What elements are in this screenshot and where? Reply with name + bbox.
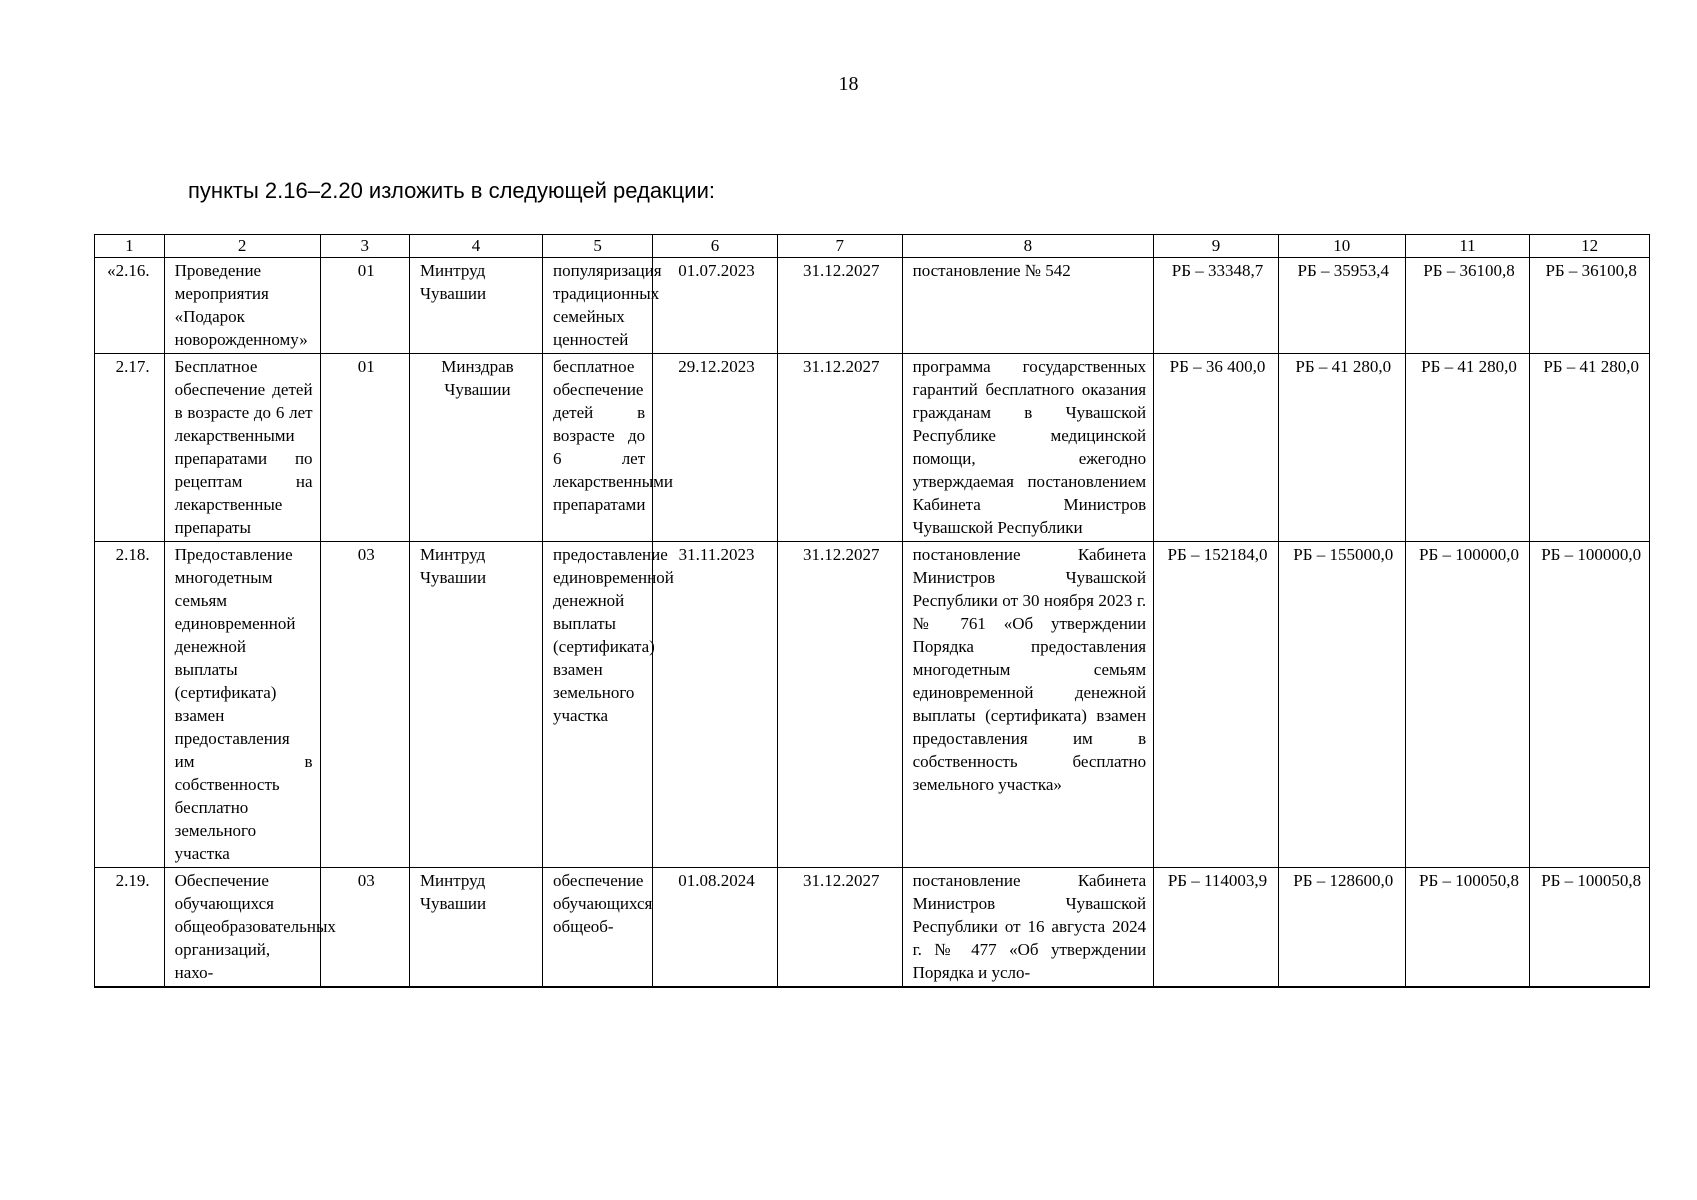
header-cell: 5 xyxy=(542,235,652,258)
funding-col-12: РБ – 100000,0 xyxy=(1530,542,1650,868)
header-cell: 8 xyxy=(902,235,1154,258)
funding-col-9: РБ – 33348,7 xyxy=(1154,258,1279,354)
legal-basis: постановление № 542 xyxy=(902,258,1154,354)
header-cell: 9 xyxy=(1154,235,1279,258)
row-number: 2.19. xyxy=(95,868,165,988)
row-number: 2.18. xyxy=(95,542,165,868)
measure-name: Бесплатное обеспечение детей в возрасте до 6 лет лекарственными препаратами по рецептам на лекарственные препараты xyxy=(164,354,320,542)
measure-name: Проведение мероприятия «Подарок новорожденному» xyxy=(164,258,320,354)
table-row xyxy=(95,542,1650,868)
legal-basis: постановление Кабинета Министров Чувашской Республики от 16 августа 2024 г. № 477 «Об утверждении Порядка и усло- xyxy=(902,868,1154,988)
header-cell: 12 xyxy=(1530,235,1650,258)
start-date: 01.08.2024 xyxy=(653,868,778,988)
task-code: 01 xyxy=(320,258,409,354)
task-code: 01 xyxy=(320,354,409,542)
start-date: 31.11.2023 xyxy=(653,542,778,868)
funding-col-11: РБ – 41 280,0 xyxy=(1405,354,1530,542)
header-cell: 1 xyxy=(95,235,165,258)
header-cell: 2 xyxy=(164,235,320,258)
table-row xyxy=(95,258,1650,354)
end-date: 31.12.2027 xyxy=(777,542,902,868)
measures-table xyxy=(94,234,1650,988)
funding-col-9: РБ – 152184,0 xyxy=(1154,542,1279,868)
end-date: 31.12.2027 xyxy=(777,868,902,988)
task-code: 03 xyxy=(320,868,409,988)
header-cell: 10 xyxy=(1278,235,1405,258)
expected-result: обеспечение обучающихся общеоб- xyxy=(542,868,652,988)
table-row xyxy=(95,868,1650,988)
funding-col-11: РБ – 100050,8 xyxy=(1405,868,1530,988)
header-cell: 7 xyxy=(777,235,902,258)
end-date: 31.12.2027 xyxy=(777,258,902,354)
measure-name: Обеспечение обучающихся общеобразовательных организаций, нахо- xyxy=(164,868,320,988)
measure-name: Предоставление многодетным семьям единовременной денежной выплаты (сертификата) взамен предоставления им в собственность бесплатно земельного участка xyxy=(164,542,320,868)
header-cell: 4 xyxy=(409,235,542,258)
funding-col-12: РБ – 100050,8 xyxy=(1530,868,1650,988)
funding-col-12: РБ – 41 280,0 xyxy=(1530,354,1650,542)
header-cell: 3 xyxy=(320,235,409,258)
header-cell: 11 xyxy=(1405,235,1530,258)
funding-col-10: РБ – 35953,4 xyxy=(1278,258,1405,354)
table-row xyxy=(95,354,1650,542)
legal-basis: постановление Кабинета Министров Чувашской Республики от 30 ноября 2023 г. № 761 «Об утверждении Порядка предоставления многодетным семьям единовременной денежной выплаты (сертификата) взамен предоставления им в собственность бесплатно земельного участка» xyxy=(902,542,1154,868)
task-code: 03 xyxy=(320,542,409,868)
page-number: 18 xyxy=(838,73,859,95)
expected-result: популяризация традиционных семейных ценностей xyxy=(542,258,652,354)
header-cell: 6 xyxy=(653,235,778,258)
funding-col-11: РБ – 100000,0 xyxy=(1405,542,1530,868)
header-row xyxy=(95,235,1650,258)
row-number: «2.16. xyxy=(95,258,165,354)
funding-col-11: РБ – 36100,8 xyxy=(1405,258,1530,354)
executor: Минтруд Чувашии xyxy=(409,258,542,354)
executor: Минздрав Чувашии xyxy=(409,354,542,542)
funding-col-10: РБ – 41 280,0 xyxy=(1278,354,1405,542)
intro-text: пункты 2.16–2.20 изложить в следующей редакции: xyxy=(188,178,715,203)
funding-col-10: РБ – 128600,0 xyxy=(1278,868,1405,988)
legal-basis: программа государственных гарантий бесплатного оказания гражданам в Чувашской Республике медицинской помощи, ежегодно утверждаемая постановлением Кабинета Министров Чувашской Республики xyxy=(902,354,1154,542)
end-date: 31.12.2027 xyxy=(777,354,902,542)
funding-col-9: РБ – 36 400,0 xyxy=(1154,354,1279,542)
row-number: 2.17. xyxy=(95,354,165,542)
executor: Минтруд Чувашии xyxy=(409,868,542,988)
expected-result: предоставление единовременной денежной выплаты (сертификата) взамен земельного участка xyxy=(542,542,652,868)
start-date: 29.12.2023 xyxy=(653,354,778,542)
funding-col-12: РБ – 36100,8 xyxy=(1530,258,1650,354)
funding-col-9: РБ – 114003,9 xyxy=(1154,868,1279,988)
funding-col-10: РБ – 155000,0 xyxy=(1278,542,1405,868)
start-date: 01.07.2023 xyxy=(653,258,778,354)
expected-result: бесплатное обеспечение детей в возрасте до 6 лет лекарственными препаратами xyxy=(542,354,652,542)
executor: Минтруд Чувашии xyxy=(409,542,542,868)
